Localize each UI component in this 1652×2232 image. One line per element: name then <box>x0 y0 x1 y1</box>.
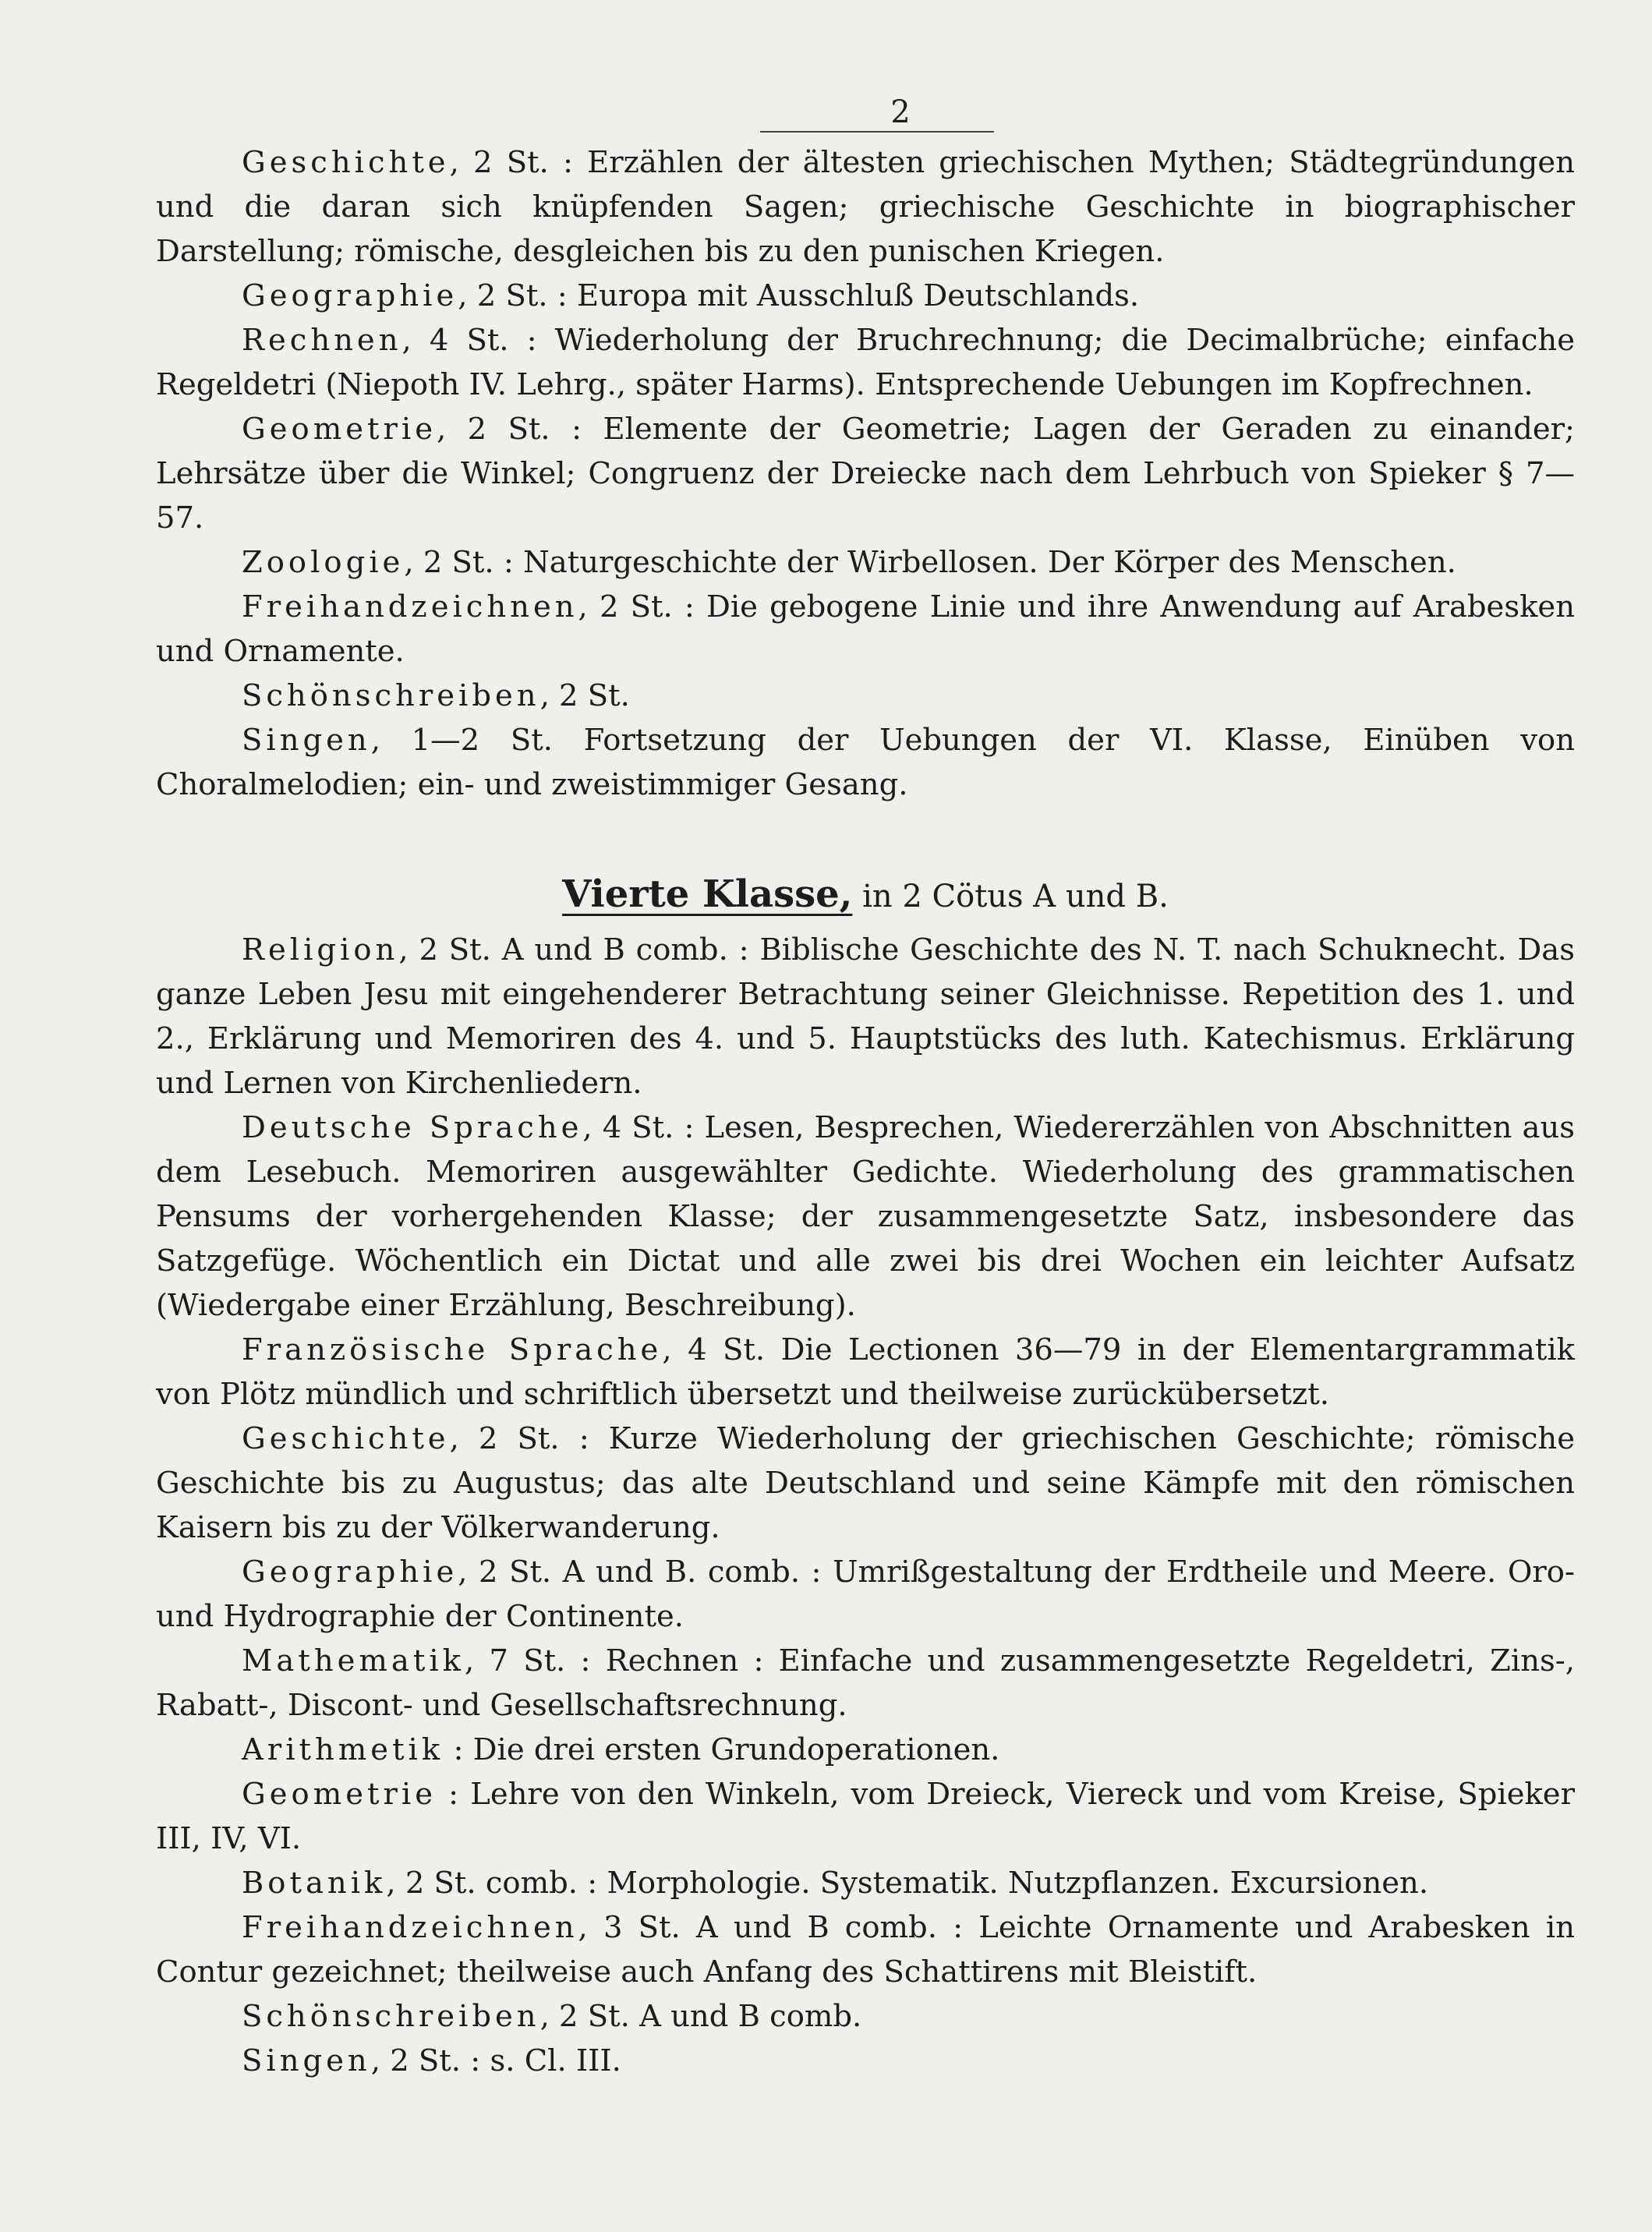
page-number: 2 <box>890 94 911 130</box>
subject-paragraph <box>156 1639 1575 1728</box>
subject-description: : Die drei ersten Grundoperationen. <box>444 1732 1000 1767</box>
subject-description: , 2 St. comb. : Morphologie. Systematik. Nutzpflanzen. Excursionen. <box>386 1866 1429 1901</box>
subject-description: , 2 St. A und B. comb. : Umrißgestaltung der Erdtheile und Meere. Oro- und Hydrographie der Continente. <box>156 1555 1575 1634</box>
subject-description: : Lehre von den Winkeln, vom Dreieck, Viereck und vom Kreise, Spieker III, IV, VI. <box>156 1777 1575 1856</box>
subject-name: Freihandzeichnen <box>242 589 578 624</box>
subject-paragraph <box>156 1328 1575 1417</box>
subject-paragraph <box>156 1417 1575 1550</box>
subject-paragraph <box>156 1905 1575 1994</box>
subject-name: Singen <box>242 2043 371 2078</box>
subject-name: Geometrie <box>242 412 437 447</box>
subject-description: , 2 St. : s. Cl. III. <box>370 2043 621 2078</box>
subject-description: , 2 St. <box>539 678 630 713</box>
subject-name: Freihandzeichnen <box>242 1910 578 1945</box>
subject-description: , 3 St. A und B comb. : Leichte Ornamente und Arabesken in Contur gezeichnet; theilweise auch Anfang des Schattirens mit Bleistift. <box>156 1910 1575 1990</box>
subject-paragraph <box>156 718 1575 807</box>
subject-paragraph <box>156 674 1575 718</box>
subject-paragraph <box>156 274 1575 318</box>
subject-name: Mathematik <box>242 1643 465 1678</box>
section-heading <box>156 871 1575 920</box>
subject-paragraph <box>156 585 1575 674</box>
subject-description: , 4 St. : Lesen, Besprechen, Wiedererzählen von Abschnitten aus dem Lesebuch. Memoriren ausgewählter Gedichte. Wiederholung des grammatischen Pensums der vorhergehenden Klasse; der zusammengesetzte Satz, insbesondere das Satzgefüge. Wöchentlich ein Dictat und alle zwei bis drei Wochen ein leichter Aufsatz (Wiedergabe einer Erzählung, Beschreibung). <box>156 1110 1575 1323</box>
subject-paragraph <box>156 540 1575 585</box>
subject-name: Schönschreiben <box>242 678 540 713</box>
subject-name: Geometrie <box>242 1777 437 1812</box>
subject-name: Singen <box>242 723 371 758</box>
subject-paragraph <box>156 928 1575 1105</box>
subject-paragraph <box>156 1994 1575 2039</box>
subject-description: , 1—2 St. Fortsetzung der Uebungen der VI. Klasse, Einüben von Choralmelodien; ein- und zweistimmiger Gesang. <box>156 723 1575 802</box>
subject-paragraph <box>156 1728 1575 1772</box>
subject-paragraph <box>156 318 1575 407</box>
subject-name: Religion <box>242 932 399 967</box>
subject-description: , 2 St. : Europa mit Ausschluß Deutschlands. <box>458 278 1140 313</box>
heading-subtitle: in 2 Cötus A und B. <box>852 879 1169 914</box>
subject-name: Arithmetik <box>242 1732 444 1767</box>
document-page <box>156 94 1575 2083</box>
heading-title: Vierte Klasse, <box>562 872 853 916</box>
subject-name: Geschichte <box>242 145 450 180</box>
subject-paragraph <box>156 2039 1575 2083</box>
subject-description: , 2 St. : Naturgeschichte der Wirbellosen. Der Körper des Menschen. <box>404 545 1456 580</box>
subject-description: , 2 St. A und B comb. : Biblische Geschichte des N. T. nach Schuknecht. Das ganze Leben Jesu mit eingehenderer Betrachtung seiner Gleichnisse. Repetition des 1. und 2., Erklärung und Memoriren des 4. und 5. Hauptstücks des luth. Katechismus. Erklärung und Lernen von Kirchenliedern. <box>156 932 1575 1101</box>
subject-name: Rechnen <box>242 323 402 358</box>
subject-paragraph <box>156 140 1575 274</box>
section-fourth-class <box>156 928 1575 2083</box>
subject-name: Botanik <box>242 1866 387 1901</box>
subject-paragraph <box>156 1550 1575 1639</box>
subject-name: Geographie <box>242 1555 458 1590</box>
subject-name: Zoologie <box>242 545 405 580</box>
subject-description: , 4 St. Die Lectionen 36—79 in der Elementargrammatik von Plötz mündlich und schriftlich übersetzt und theilweise zurückübersetzt. <box>156 1332 1575 1412</box>
subject-paragraph <box>156 407 1575 540</box>
subject-paragraph <box>156 1772 1575 1861</box>
subject-name: Geographie <box>242 278 458 313</box>
subject-description: , 2 St. : Kurze Wiederholung der griechischen Geschichte; römische Geschichte bis zu Augustus; das alte Deutschland und seine Kämpfe mit den römischen Kaisern bis zu der Völkerwanderung. <box>156 1421 1575 1545</box>
section-fifth-class-continued <box>156 140 1575 807</box>
subject-name: Geschichte <box>242 1421 450 1456</box>
subject-paragraph <box>156 1861 1575 1905</box>
subject-paragraph <box>156 1105 1575 1328</box>
subject-description: , 2 St. A und B comb. <box>539 1999 862 2034</box>
subject-description: , 2 St. : Erzählen der ältesten griechischen Mythen; Städtegründungen und die daran sich knüpfenden Sagen; griechische Geschichte in biographischer Darstellung; römische, desgleichen bis zu den punischen Kriegen. <box>156 145 1575 269</box>
subject-name: Deutsche Sprache <box>242 1110 583 1145</box>
subject-description: , 7 St. : Rechnen : Einfache und zusammengesetzte Regeldetri, Zins-, Rabatt-, Discont- und Gesellschaftsrechnung. <box>156 1643 1575 1723</box>
subject-description: , 2 St. : Die gebogene Linie und ihre Anwendung auf Arabesken und Ornamente. <box>156 589 1575 669</box>
subject-name: Schönschreiben <box>242 1999 540 2034</box>
subject-description: , 4 St. : Wiederholung der Bruchrechnung; die Decimalbrüche; einfache Regeldetri (Niepoth IV. Lehrg., später Harms). Entsprechende Uebungen im Kopfrechnen. <box>156 323 1575 402</box>
subject-description: , 2 St. : Elemente der Geometrie; Lagen der Geraden zu einander; Lehrsätze über die Winkel; Congruenz der Dreiecke nach dem Lehrbuch von Spieker § 7—57. <box>156 412 1575 536</box>
subject-name: Französische Sprache <box>242 1332 663 1367</box>
